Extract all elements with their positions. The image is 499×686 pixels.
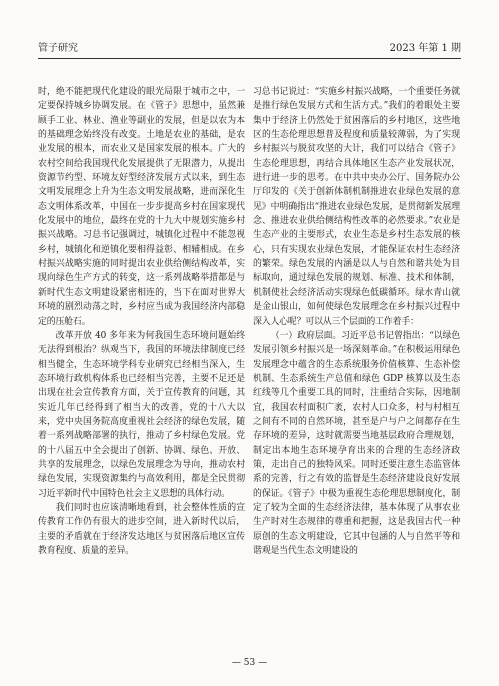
paragraph: 时，绝不能把现代化建设的眼光局限于城市之中，一定要保持城乡协调发展。在《管子》思想中，虽然兼顾手工业、林业、渔业等副业的发展，但是以农为本的基础理念始终没有改变。土地是农业的基础，是农业发展的根本，而农业又是国家发展的根本。广大的农村空间给我国现代化发展提供了无限潜力，从提出资源节约型、环境友好型经济发展方式以来，到生态文明发展理念上升为生态文明发展战略，进而深化生态文明体系改革，中国在一步步提高乡村在国家现代化发展中的地位，最终在党的十九大中规划实施乡村振兴战略。习总书记强调过，城镇化过程中不能忽视乡村，城镇化和逆镇化要相得益彰、相辅相成。在乡村振兴战略实施的同时提出农业供给侧结构改革，实现向绿色生产方式的转变，这一系列战略举措都是与新时代生态文明建设紧密相连的，当下在面对世界大环境的剧烈动荡之时，乡村应当成为我国经济内部稳定的压舱石。 bbox=[38, 87, 245, 327]
right-text-column bbox=[253, 85, 460, 558]
journal-name: 管子研究 bbox=[38, 43, 78, 54]
paragraph: 习总书记说过：“实施乡村振兴战略，一个重要任务就是推行绿色发展方式和生活方式。”我们的着眼处主要集中于经济上仍然处于贫困落后的乡村地区，这些地区的生态伦理思想普及程度和质量较薄弱，为了实现乡村振兴与脱贫攻坚的大计，我们可以结合《管子》生态伦理思想，再结合具体地区生态产业发展状况，进行进一步的思考。在中共中央办公厅、国务院办公厅印发的《关于创新体制机制推进农业绿色发展的意见》中明确指出“推进农业绿色发展，是贯彻新发展理念、推进农业供给侧结构性改革的必然要求。”农业是生态产业的主要形式，农业生态是乡村生态发展的核心，只有实现农业绿色发展，才能保证农村生态经济的繁荣。绿色发展的内涵是以人与自然和谐共处为目标取向，通过绿色发展的规划、标准、技术和体制，机制使社会经济活动实现绿色低碳循环。绿水青山就是金山银山，如何使绿色发展理念在乡村振兴过程中深入人心呢？可以从三个层面的工作着手： bbox=[253, 87, 460, 327]
paragraph: 改革开放 40 多年来为何我国生态环境问题始终无法得到根治？纵观当下，我国的环境法律制度已经相当健全，生态环境学科专业研究已经相当深入，生态环境行政机构体系也已经相当完善，主要不足还是出现在社会宣传教育方面，关于宣传教育的问题，其实近几年已经得到了相当大的改善，党的十八大以来，党中央国务院高度重视社会经济的绿色发展，随着一系列战略部署的执行，推动了乡村绿色发展。党的十八届五中全会提出了创新、协调、绿色、开放、共享的发展理念，以绿色发展理念为导向，推动农村绿色发展，实现资源集约与高效利用，都是全民贯彻习近平新时代中国特色社会主义思想的具体行动。 bbox=[38, 330, 245, 499]
left-text-column bbox=[38, 85, 245, 558]
paragraph: （一）政府层面。习近平总书记曾指出：“以绿色发展引领乡村振兴是一场深刻革命。”在积极运用绿色发展理念中蕴含的生态系统服务价值核算、生态补偿机制、生态系统生产总值和绿色 GDP 核算以及生态红线等几个重要工具的同时，注重结合实际，因地制宜，我国农村面积广袤，农村人口众多，村与村相互之间有不同的自然环境，甚至是户与户之间都存在生存环境的差异，这时就需要当地基层政府合理规划，制定出本地生态环境孕育出来的合理的生态经济政策，走出自己的独特风采。同时还要注意生态监管体系的完善，行之有效的监督是生态经济建设良好发展的保证。《管子》中极为重视生态伦理思想制度化，制定了较为全面的生态经济法律，基本体现了从事农业生产时对生态规律的尊重和把握，这是我国古代一种原创的生态文明建设，它其中包涵的人与自然平等和谐观是当代生态文明建设的 bbox=[253, 330, 460, 556]
page-number: — 53 — bbox=[231, 658, 268, 668]
running-header bbox=[38, 40, 461, 59]
issue-label: 2023 年第 1 期 bbox=[389, 43, 461, 54]
paragraph: 我们同时也应该清晰地看到，社会整体性质的宣传教育工作仍有很大的进步空间，进入新时代以后，主要的矛盾就在于经济发达地区与贫困落后地区宣传教育程度、质量的差异。 bbox=[38, 502, 245, 556]
